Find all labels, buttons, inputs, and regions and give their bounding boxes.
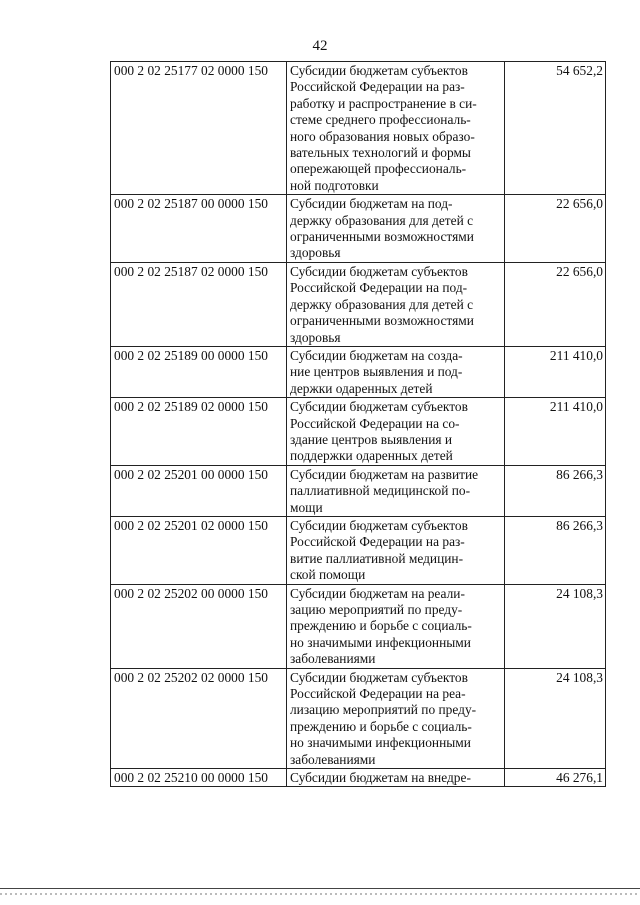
budget-code-cell: 000 2 02 25202 02 0000 150 [111,668,287,768]
budget-name-cell [287,668,505,768]
budget-name-line: ного образования новых образо- [290,128,475,144]
budget-code-cell: 000 2 02 25201 00 0000 150 [111,465,287,516]
table-row [111,584,606,668]
budget-amount-cell: 46 276,1 [505,769,606,787]
table-row [111,195,606,263]
budget-name-line: Субсидии бюджетам на созда- [290,347,463,363]
budget-name-line: Субсидии бюджетам на развитие [290,466,479,482]
budget-amount-cell: 24 108,3 [505,584,606,668]
budget-code-cell: 000 2 02 25177 02 0000 150 [111,62,287,195]
budget-name-line: Субсидии бюджетам субъектов [290,63,468,78]
budget-amount-cell: 211 410,0 [505,398,606,466]
budget-name-cell [287,769,505,787]
page-number: 42 [312,38,328,54]
budget-name-line: здоровья [290,329,341,345]
page-bottom-scan-noise [0,892,640,896]
budget-name-cell [287,195,505,263]
budget-amount-cell: 86 266,3 [505,465,606,516]
budget-amount-cell: 22 656,0 [505,195,606,263]
budget-name-line: работку и распространение в си- [290,95,477,111]
budget-name-line: держку образования для детей с [290,296,474,312]
budget-name-line: ние центров выявления и под- [290,364,463,380]
budget-name-line: поддержки одаренных детей [290,448,453,464]
budget-name-cell [287,262,505,346]
table-row [111,516,606,584]
table-row [111,262,606,346]
budget-amount-cell: 86 266,3 [505,516,606,584]
budget-name-line: ной подготовки [290,177,379,193]
budget-name-line: вательных технологий и формы [290,145,471,161]
budget-name-line: Российской Федерации на раз- [290,79,465,95]
budget-name-line: держки одаренных детей [290,380,433,396]
budget-name-line: преждению и борьбе с социаль- [290,618,472,634]
budget-name-line: стеме среднего профессиональ- [290,112,471,128]
budget-name-line: здание центров выявления и [290,431,453,447]
budget-amount-cell: 24 108,3 [505,668,606,768]
budget-name-line: но значимыми инфекционными [290,634,471,650]
budget-name-line: витие паллиативной медицин- [290,550,464,566]
budget-name-line: но значимыми инфекционными [290,735,471,751]
budget-name-line: ограниченными возможностями [290,229,474,245]
budget-name-line: ской помощи [290,567,366,583]
budget-name-line: паллиативной медицинской по- [290,483,471,499]
budget-name-line: Субсидии бюджетам на внедре- [290,770,471,786]
page-bottom-rule [0,888,640,889]
budget-name-cell [287,465,505,516]
table-row [111,769,606,787]
budget-amount-cell: 22 656,0 [505,262,606,346]
budget-code-cell: 000 2 02 25202 00 0000 150 [111,584,287,668]
budget-table-body [111,62,606,787]
budget-code-cell: 000 2 02 25187 02 0000 150 [111,262,287,346]
budget-amount-cell: 54 652,2 [505,62,606,195]
budget-name-line: Субсидии бюджетам на под- [290,196,453,212]
budget-name-line: здоровья [290,245,341,261]
budget-name-line: держку образования для детей с [290,212,474,228]
budget-name-line: Субсидии бюджетам субъектов [290,263,468,279]
budget-code-cell: 000 2 02 25187 00 0000 150 [111,195,287,263]
table-row [111,398,606,466]
budget-name-line: преждению и борьбе с социаль- [290,718,472,734]
table-row [111,465,606,516]
budget-name-line: заболеваниями [290,751,376,767]
budget-name-line: опережающей профессиональ- [290,161,467,177]
budget-name-line: Субсидии бюджетам субъектов [290,669,468,685]
budget-name-line: Субсидии бюджетам субъектов [290,517,468,533]
budget-code-cell: 000 2 02 25210 00 0000 150 [111,769,287,787]
budget-name-line: Субсидии бюджетам субъектов [290,399,468,415]
budget-table [110,61,606,787]
budget-name-cell [287,584,505,668]
budget-name-cell [287,346,505,397]
budget-name-line: мощи [290,499,323,515]
budget-name-line: Российской Федерации на со- [290,415,460,431]
budget-name-line: ограниченными возможностями [290,313,474,329]
budget-name-cell [287,62,505,195]
budget-code-cell: 000 2 02 25201 02 0000 150 [111,516,287,584]
table-row [111,346,606,397]
budget-name-line: заболеваниями [290,651,376,667]
budget-name-cell [287,398,505,466]
budget-name-line: зацию мероприятий по преду- [290,602,463,617]
budget-name-line: Российской Федерации на под- [290,280,468,296]
budget-name-line: Субсидии бюджетам на реали- [290,585,465,601]
table-row [111,668,606,768]
budget-code-cell: 000 2 02 25189 02 0000 150 [111,398,287,466]
budget-amount-cell: 211 410,0 [505,346,606,397]
budget-code-cell: 000 2 02 25189 00 0000 150 [111,346,287,397]
budget-name-cell [287,516,505,584]
table-row [111,62,606,195]
budget-name-line: Российской Федерации на раз- [290,534,465,550]
budget-name-line: Российской Федерации на реа- [290,686,466,702]
budget-name-line: лизацию мероприятий по преду- [290,702,477,718]
